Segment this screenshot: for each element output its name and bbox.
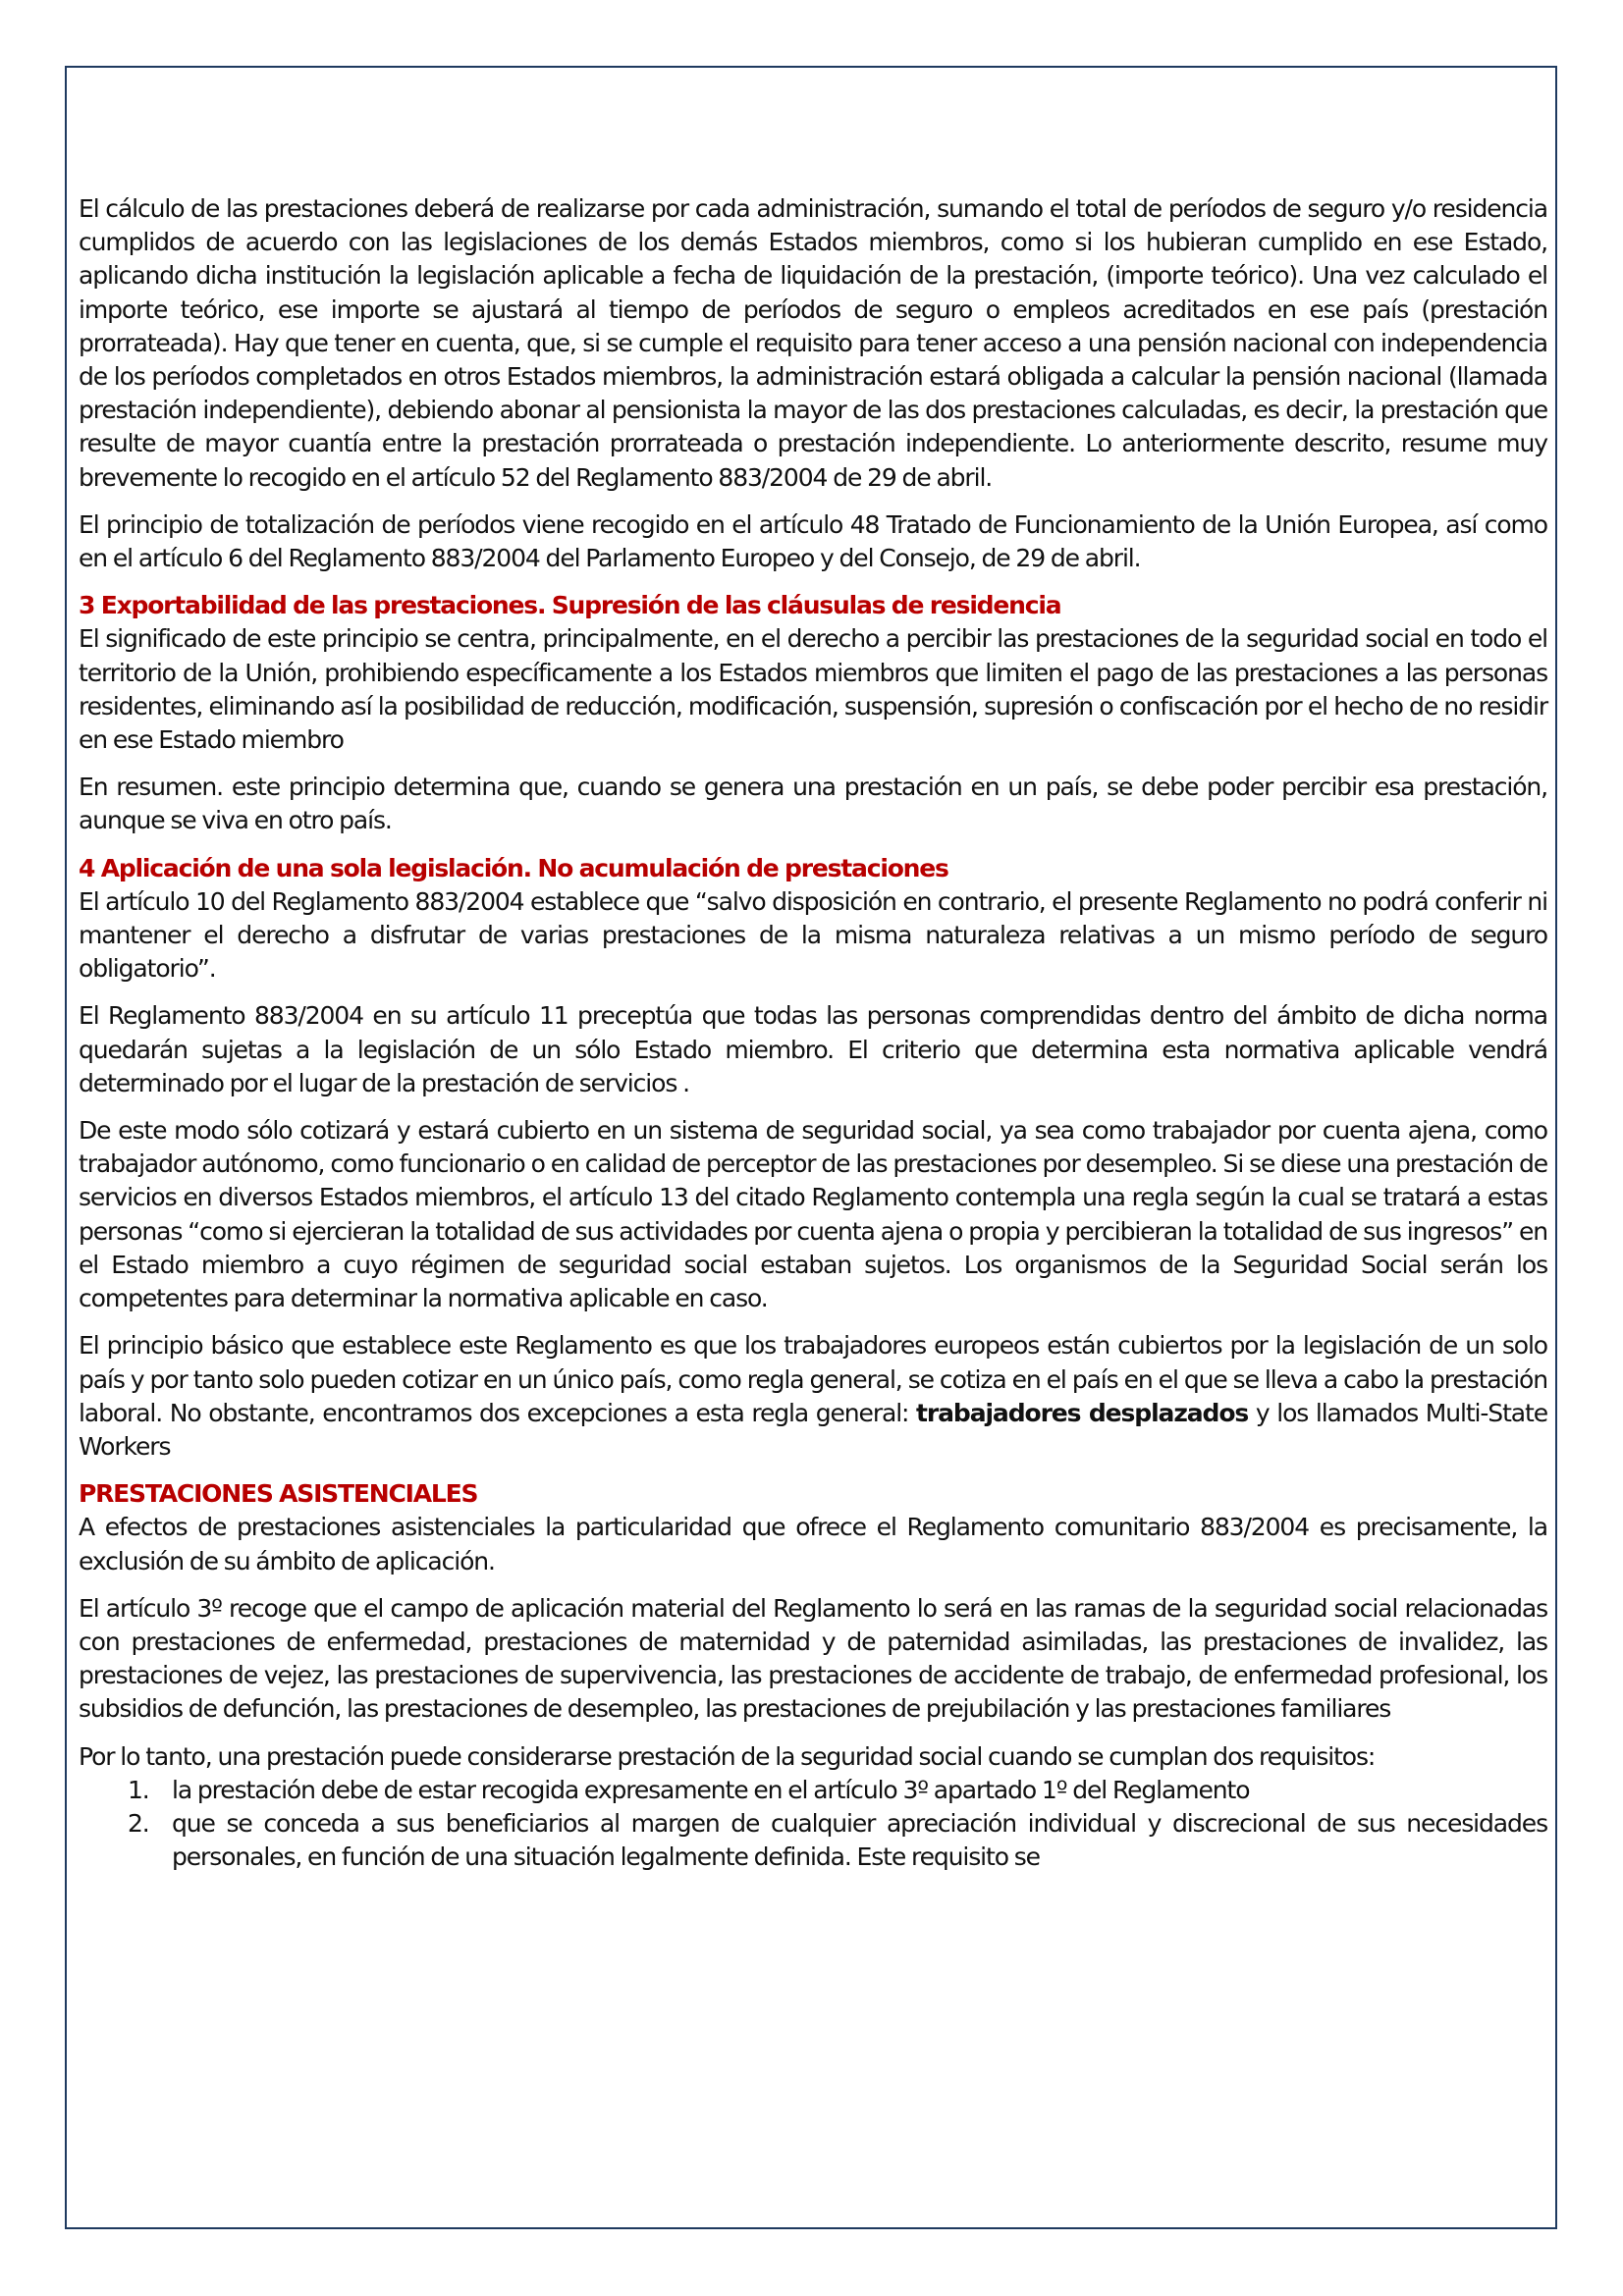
requirements-list bbox=[79, 1774, 1547, 1875]
paragraph-totalizacion: El principio de totalización de períodos viene recogido en el artículo 48 Tratado de Funcionamiento de la Unión Europea, así como en el artículo 6 del Reglamento 883/2004 del Parlamento Europeo y del Consejo, de 29 de abril. bbox=[79, 509, 1547, 573]
paragraph-principio-basico bbox=[79, 1329, 1547, 1464]
requirement-item bbox=[79, 1807, 1547, 1874]
requirement-text: la prestación debe de estar recogida expresamente en el artículo 3º apartado 1º del Reglamento bbox=[172, 1775, 1250, 1804]
heading-prestaciones-asistenciales: PRESTACIONES ASISTENCIALES bbox=[79, 1479, 478, 1509]
paragraph-por-lo-tanto: Por lo tanto, una prestación puede considerarse prestación de la seguridad social cuando se cumplan dos requisitos: bbox=[79, 1741, 1376, 1771]
document-body bbox=[79, 192, 1547, 1874]
heading-exportabilidad: 3 Exportabilidad de las prestaciones. Supresión de las cláusulas de residencia bbox=[79, 591, 1061, 620]
paragraph-articulo-3: El artículo 3º recoge que el campo de aplicación material del Reglamento lo será en las ramas de la seguridad social relacionadas con prestaciones de enfermedad, prestaciones de maternidad y de paternidad asimiladas, las prestaciones de invalidez, las prestaciones de vejez, las prestaciones de supervivencia, las prestaciones de accidente de trabajo, de enfermedad profesional, los subsidios de defunción, las prestaciones de desempleo, las prestaciones de prejubilación y las prestaciones familiares bbox=[79, 1593, 1547, 1724]
trabajadores-desplazados-emphasis: trabajadores desplazados bbox=[916, 1398, 1249, 1427]
requirement-text: que se conceda a sus beneficiarios al margen de cualquier apreciación individual y discrecional de sus necesidades personales, en función de una situación legalmente definida. Este requisito se bbox=[172, 1808, 1547, 1872]
requirement-item bbox=[79, 1774, 1547, 1807]
paragraph-resumen: En resumen. este principio determina que, cuando se genera una prestación en un país, se debe poder percibir esa prestación, aunque se viva en otro país. bbox=[79, 773, 1547, 835]
multi-state-workers-text: y los llamados Multi-State Workers bbox=[79, 1398, 1547, 1461]
paragraph-articulo-10: El artículo 10 del Reglamento 883/2004 establece que “salvo disposición en contrario, el presente Reglamento no podrá conferir ni mantener el derecho a disfrutar de varias prestaciones de la misma naturaleza relativas a un mismo período de seguro obligatorio”. bbox=[79, 886, 1547, 984]
requirement-number: 2. bbox=[128, 1808, 149, 1838]
requirement-number: 1. bbox=[128, 1775, 149, 1804]
paragraph-efectos-asistenciales: A efectos de prestaciones asistenciales la particularidad que ofrece el Reglamento comunitario 883/2004 es precisamente, la exclusión de su ámbito de aplicación. bbox=[79, 1513, 1547, 1575]
paragraph-cotizacion: De este modo sólo cotizará y estará cubierto en un sistema de seguridad social, ya sea como trabajador por cuenta ajena, como trabajador autónomo, como funcionario o en calidad de perceptor de las prestaciones por desempleo. Si se diese una prestación de servicios en diversos Estados miembros, el artículo 13 del citado Reglamento contempla una regla según la cual se tratará a estas personas “como si ejercieran la totalidad de sus actividades por cuenta ajena o propia y percibieran la totalidad de sus ingresos” en el Estado miembro a cuyo régimen de seguridad social estaban sujetos. Los organismos de la Seguridad Social serán los competentes para determinar la normativa aplicable en caso. bbox=[79, 1116, 1547, 1313]
paragraph-significado-principio: El significado de este principio se centra, principalmente, en el derecho a percibir las prestaciones de la seguridad social en todo el territorio de la Unión, prohibiendo específicamente a los Estados miembros que limiten el pago de las prestaciones a las personas residentes, eliminando así la posibilidad de reducción, modificación, suspensión, supresión o confiscación por el hecho de no residir en ese Estado miembro bbox=[79, 624, 1547, 755]
principio-basico-text: El principio básico que establece este Reglamento es que los trabajadores europeos están cubiertos por la legislación de un solo país y por tanto solo pueden cotizar en un único país, como regla general, se cotiza en el país en el que se lleva a cabo la prestación laboral. No obstante, encontramos dos excepciones a esta regla general: bbox=[79, 1331, 1547, 1427]
paragraph-articulo-11: El Reglamento 883/2004 en su artículo 11 preceptúa que todas las personas comprendidas dentro del ámbito de dicha norma quedarán sujetas a la legislación de un sólo Estado miembro. El criterio que determina esta normativa aplicable vendrá determinado por el lugar de la prestación de servicios . bbox=[79, 1001, 1547, 1097]
paragraph-calculo-prestaciones: El cálculo de las prestaciones deberá de realizarse por cada administración, sumando el total de períodos de seguro y/o residencia cumplidos de acuerdo con las legislaciones de los demás Estados miembros, como si los hubieran cumplido en ese Estado, aplicando dicha institución la legislación aplicable a fecha de liquidación de la prestación, (importe teórico). Una vez calculado el importe teórico, ese importe se ajustará al tiempo de períodos de seguro o empleos acreditados en ese país (prestación prorrateada). Hay que tener en cuenta, que, si se cumple el requisito para tener acceso a una pensión nacional con independencia de los períodos completados en otros Estados miembros, la administración estará obligada a calcular la pensión nacional (llamada prestación independiente), debiendo abonar al pensionista la mayor de las dos prestaciones calculadas, es decir, la prestación que resulte de mayor cuantía entre la prestación prorrateada o prestación independiente. Lo anteriormente descrito, resume muy brevemente lo recogido en el artículo 52 del Reglamento 883/2004 de 29 de abril. bbox=[79, 194, 1547, 492]
heading-sola-legislacion: 4 Aplicación de una sola legislación. No acumulación de prestaciones bbox=[79, 853, 948, 882]
